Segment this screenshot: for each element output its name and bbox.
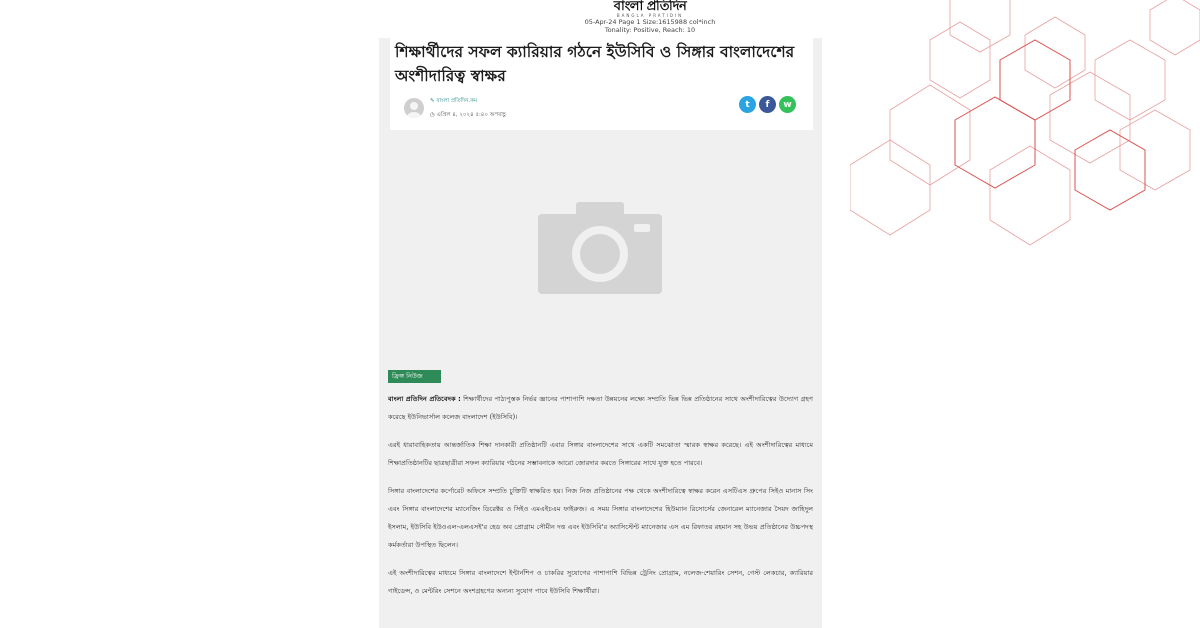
article-headline: শিক্ষার্থীদের সফল ক্যারিয়ার গঠনে ইউসিবি ও সিঙ্গার বাংলাদেশের অংশীদারিত্ব স্বাক্ষর bbox=[395, 42, 795, 85]
article-paragraph: সিঙ্গার বাংলাদেশের কর্পোরেট অফিসে সম্প্রতি চুক্তিটি স্বাক্ষরিত হয়। নিজ নিজ প্রতিষ্ঠানের পক্ষ থেকে অংশীদারিত্বে স্বাক্ষর করেন এসটিএস গ্রুপের সিইও মানাস সিং এবং সিঙ্গার বাংলাদেশের ম্যানেজিং ডিরেক্টর ও সিইও এমএইচএম ফাইরুজ। এ সময় সিঙ্গার বাংলাদেশের হিউম্যান রিসোর্সের জেনারেল ম্যানেজার সৈয়দ জাহিদুল ইসলাম, ইউসিবি ইউওএল-এলএসই'র হেড অব প্রোগ্রাম সৌমীন দত্ত এবং ইউসিবি'র অ্যাসিস্টেন্ট ম্যানেজার এস এম রিফাতর রহমান সহ উভয় প্রতিষ্ঠানের উচ্চপদস্থ কর্মকর্তারা উপস্থিত ছিলেন। bbox=[388, 487, 813, 549]
article-paragraph: বাংলা প্রতিদিন প্রতিবেদক : শিক্ষার্থীদের পাঠ্যপুস্তক নির্ভর জ্ঞানের পাশাপাশি দক্ষতা উন্নয়নের লক্ষ্যে সম্প্রতি ভিন্ন ভিন্ন প্রতিষ্ঠানের সাথে অংশীদারিত্বের উদ্যোগ গ্রহণ করেছে ইউনিভার্সাল কলেজ বাংলাদেশ (ইউসিবি)। bbox=[388, 395, 813, 421]
file-news-badge: ফ্রিঙ্গ নিউজ bbox=[388, 370, 441, 383]
share-buttons bbox=[739, 96, 796, 113]
clip-meta-tonality: Tonality: Positive, Reach: 10 bbox=[604, 26, 696, 34]
article-paragraph: এই অংশীদারিত্বের মাধ্যমে সিঙ্গার বাংলাদেশে ইন্টার্নশিপ ও চাকরির সুযোগের পাশাপাশি বিভিন্ন ট্রেনিং প্রোগ্রাম, নলেজ-শেয়ারিং সেশন, গেস্ট লেকচার, ক্যারিয়ার গাইডেন্স, ও মেন্টরিং সেশনে অংশগ্রহণের অন্যন্য সুযোগ পাবে ইউসিবি শিক্ষার্থীরা। bbox=[388, 569, 813, 595]
user-icon bbox=[404, 98, 424, 118]
news-clipping bbox=[379, 38, 822, 628]
camera-placeholder-icon bbox=[536, 200, 664, 296]
newspaper-masthead bbox=[500, 0, 800, 34]
twitter-share-icon[interactable]: t bbox=[739, 96, 756, 113]
byline bbox=[404, 96, 804, 124]
headline-card bbox=[390, 38, 813, 130]
author-avatar bbox=[404, 98, 424, 118]
publish-datetime: ◷ এপ্রিল ৪, ২০২৪ ৫:৪০ অপরাহ্ণ bbox=[430, 112, 506, 118]
article-body bbox=[388, 390, 813, 610]
newspaper-logo-subtitle: BANGLA PRATIDIN bbox=[616, 13, 684, 18]
hexagon-pattern-decoration bbox=[850, 0, 1200, 260]
article-paragraph: এরই ধারাবাহিকতায় আন্তর্জাতিক শিক্ষা দানকারী প্রতিষ্ঠানটি এবার সিঙ্গার বাংলাদেশের সাথে একটি সমঝোতা স্মারক স্বাক্ষর করেছে। এই অংশীদারিত্বের মাধ্যমে শিক্ষাপ্রতিষ্ঠানটির ছাত্রছাত্রীরা সফল ক্যারিয়ার গঠনের সম্ভাবনাকে আরো জোরদার করতে সিঙ্গারের সাথে যুক্ত হতে পারবে। bbox=[388, 441, 813, 467]
newspaper-logo: বাংলা প্রতিদিন bbox=[613, 0, 687, 14]
reporter-label: বাংলা প্রতিদিন প্রতিবেদক : bbox=[388, 395, 461, 403]
clip-meta-date-size: 05-Apr-24 Page 1 Size:1615988 col*inch bbox=[584, 18, 716, 26]
whatsapp-share-icon[interactable]: w bbox=[779, 96, 796, 113]
facebook-share-icon[interactable]: f bbox=[759, 96, 776, 113]
author-name[interactable]: ✎ বাংলা প্রতিদিন.কম bbox=[430, 98, 478, 104]
